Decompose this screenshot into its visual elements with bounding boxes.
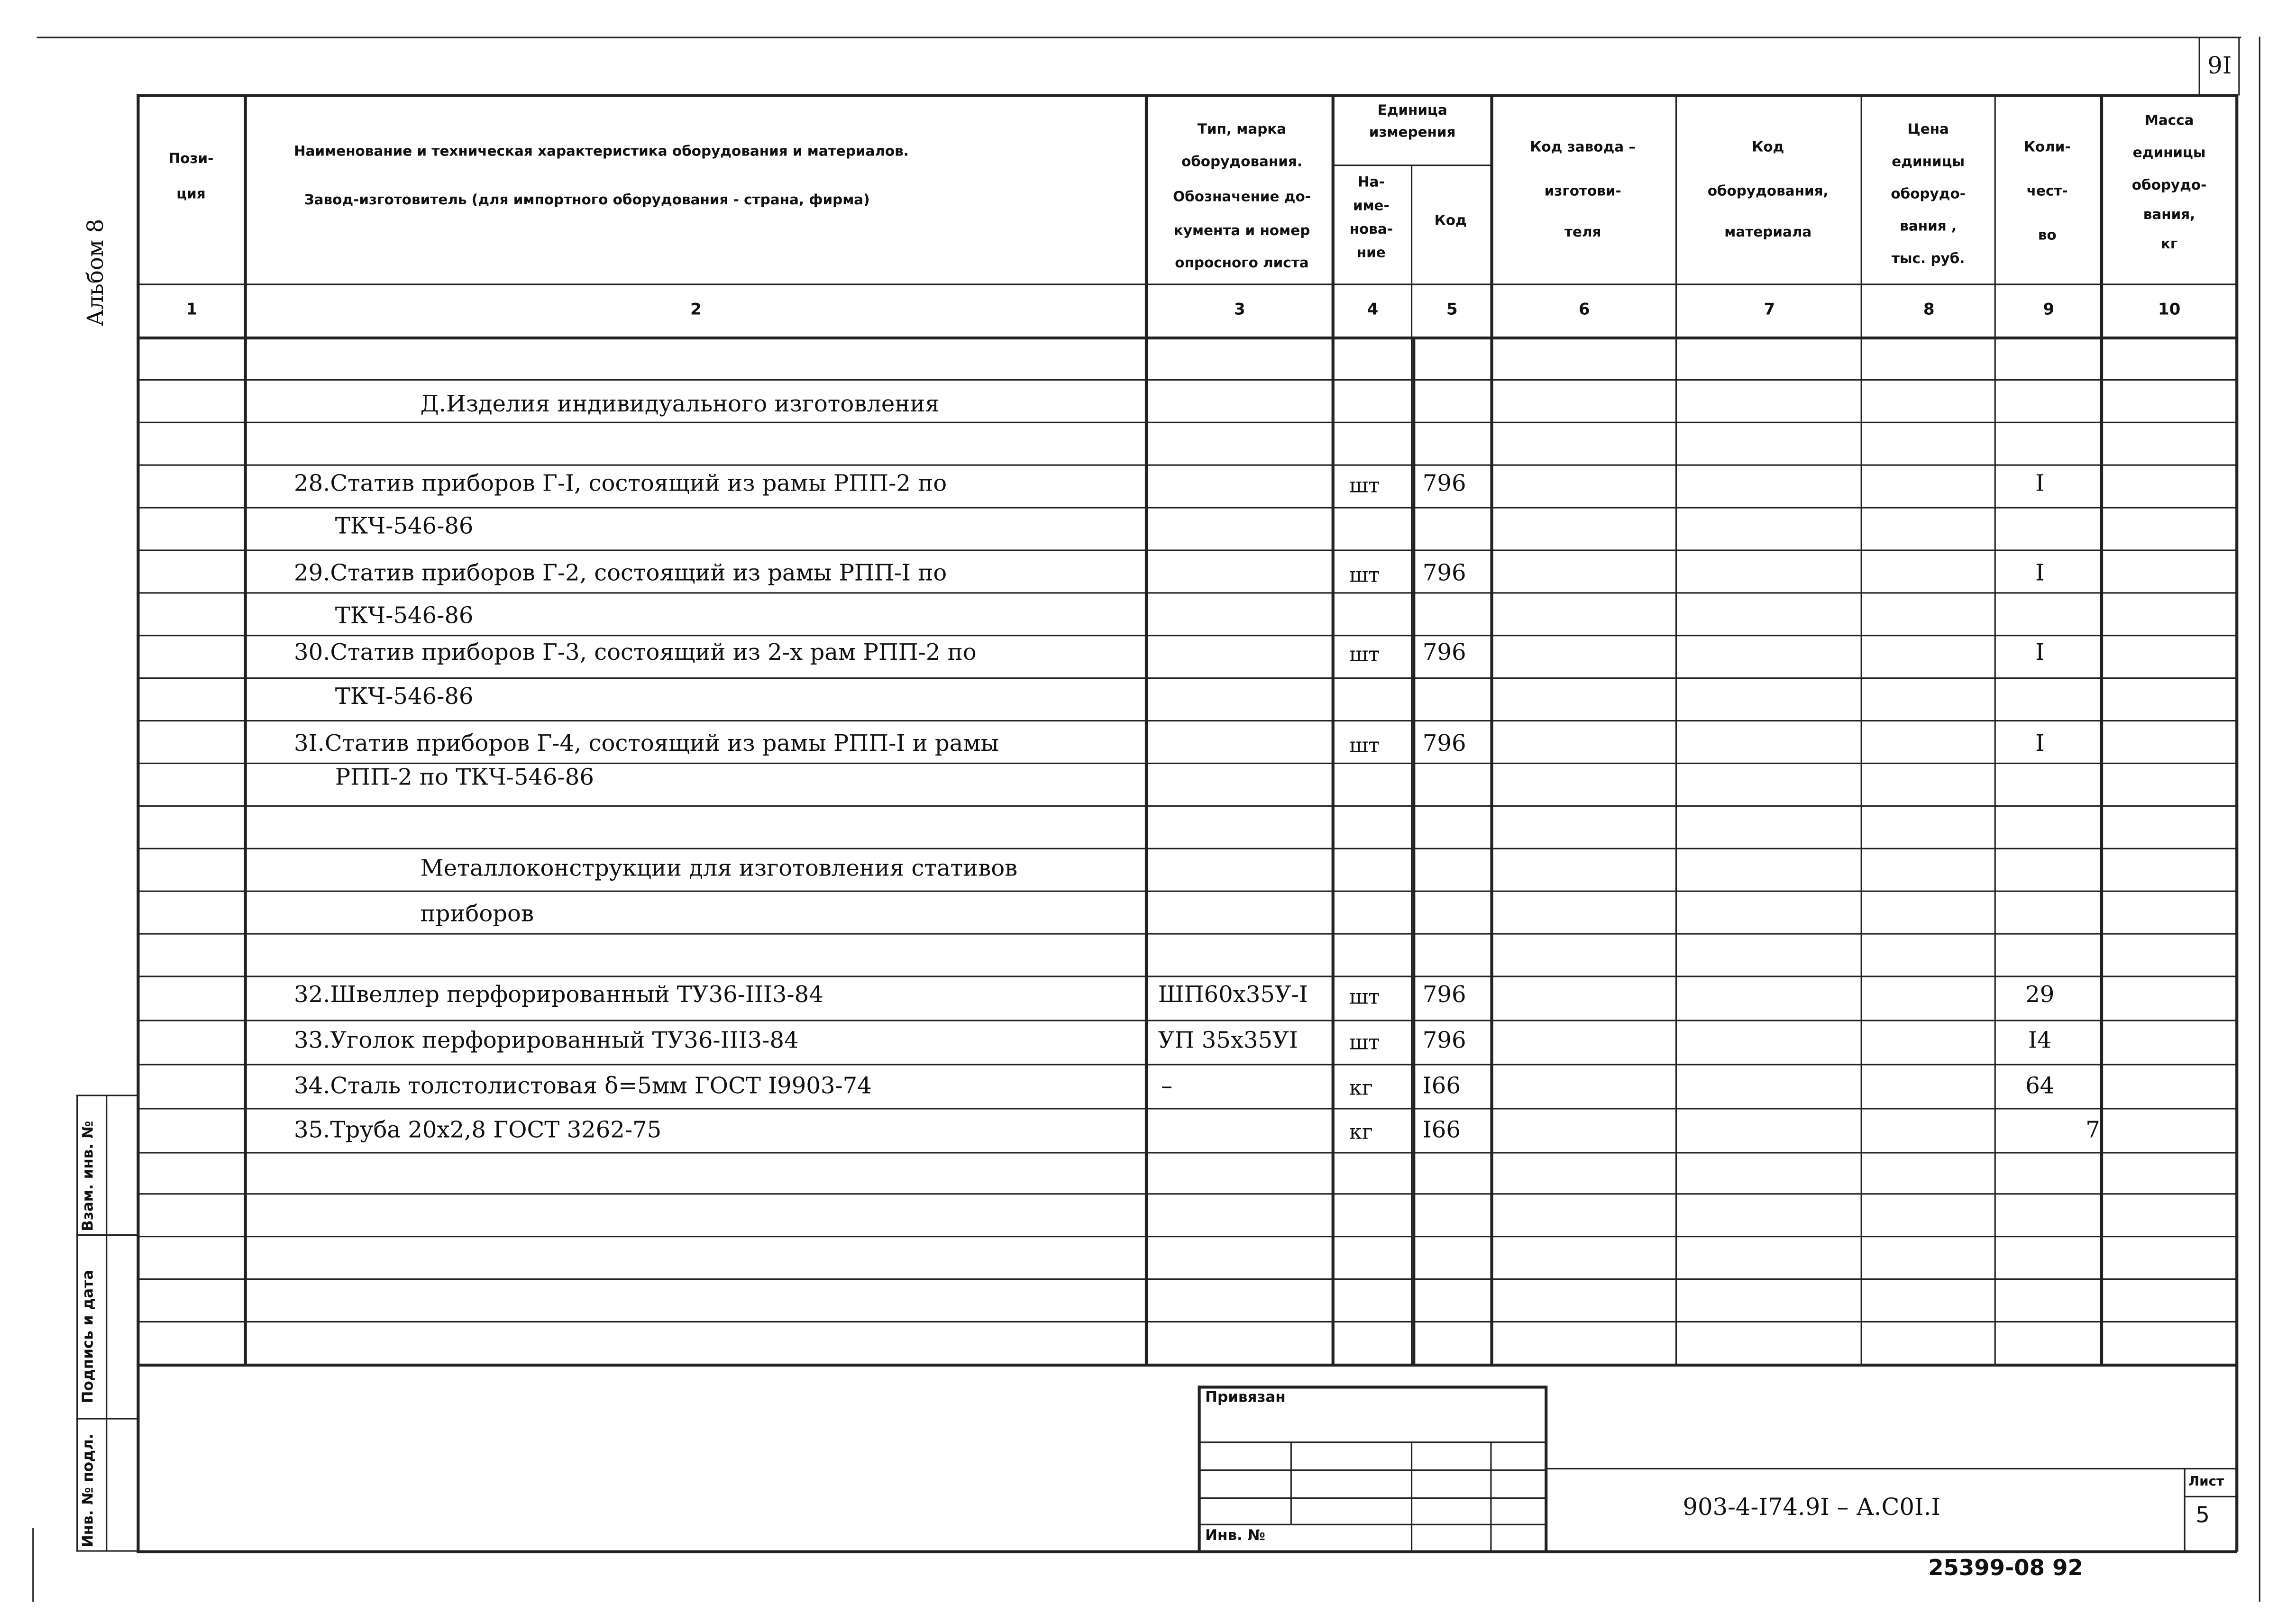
sheet-label: Лист: [2188, 1475, 2224, 1490]
sheet-number: 5: [2195, 1502, 2210, 1528]
section-heading: Металлоконструкции для изготовления стативов: [420, 855, 1018, 882]
table-row: РПП-2 по ТКЧ-546-86: [335, 764, 594, 791]
side-label-signature-date: Подпись и дата: [81, 1269, 97, 1404]
bottom-archive-code: 25399-08 92: [1928, 1554, 2083, 1581]
stamp-privyazan: Привязан: [1205, 1390, 1286, 1406]
table-row: ТКЧ-546-86: [335, 683, 474, 710]
side-label-inv-orig: Инв. № подл.: [81, 1433, 97, 1548]
section-heading: Д.Изделия индивидуального изготовления: [420, 391, 940, 418]
section-heading: приборов: [420, 901, 534, 928]
header-unit-code: Код: [1434, 213, 1467, 229]
table-row: ТКЧ-546-86: [335, 512, 474, 539]
side-label-replace-inv: Взам. инв. №: [81, 1121, 97, 1231]
stamp-inv: Инв. №: [1205, 1528, 1265, 1545]
document-page: 9I Альбом 8 Взам. инв. № Подпись и дата Инв. № подл. Пози- ция Наименование и техническая характеристика оборудования и материалов. Завод-изготовитель (для импортного оборудования - страна, фирма) Тип, марка оборудования. Обозначение до- кумента и номер опросного листа Единица измерения На- име- нова- ние Код Код завода – изготови- теля Код оборудования, материала Цена единицы оборудо- вания , тыс. руб. Коли- чест- во Масса единицы оборудо- вания, кг 1 2 3 4 5 6 7 8 9 10 Д.Изделия индивидуального изготовления 28.Статив приборов Г-I, состоящий из рамы РПП-2 по шт 796 I ТКЧ-546-86 29.Статив приборов Г-2, состоящий из рамы РПП-I по шт 796 I ТКЧ-546-86 30.Статив приборов Г-3, состоящий из 2-х рам РПП-2 по шт 796 I ТКЧ-546-86 3I.Статив приборов Г-4, состоящий из рамы РПП-I и рамы шт 796 I РПП-2 по ТКЧ-546-86 Металлоконструкции для изготовления стативов приборов 32.Швеллер перфорированный ТУ36-III3-84 ШП60х35У-I шт 796 29 33.Уголок перфорированный ТУ36-III3-84 УП 35х35УI шт 796 I4 34.Сталь толстолистовая δ=5мм ГОСТ I9903-74 – кг I66 64 35.Труба 20х2,8 ГОСТ 3262-75 кг I66 7 Привязан Инв. № 903-4-I74.9I – А.С0I.I Лист 5 25399-08 92: [0, 0, 2296, 1622]
document-code: 903-4-I74.9I – А.С0I.I: [1683, 1493, 1941, 1521]
album-label: Альбом 8: [82, 219, 109, 327]
table-row: ТКЧ-546-86: [335, 602, 474, 629]
page-number: 9I: [2207, 51, 2232, 80]
